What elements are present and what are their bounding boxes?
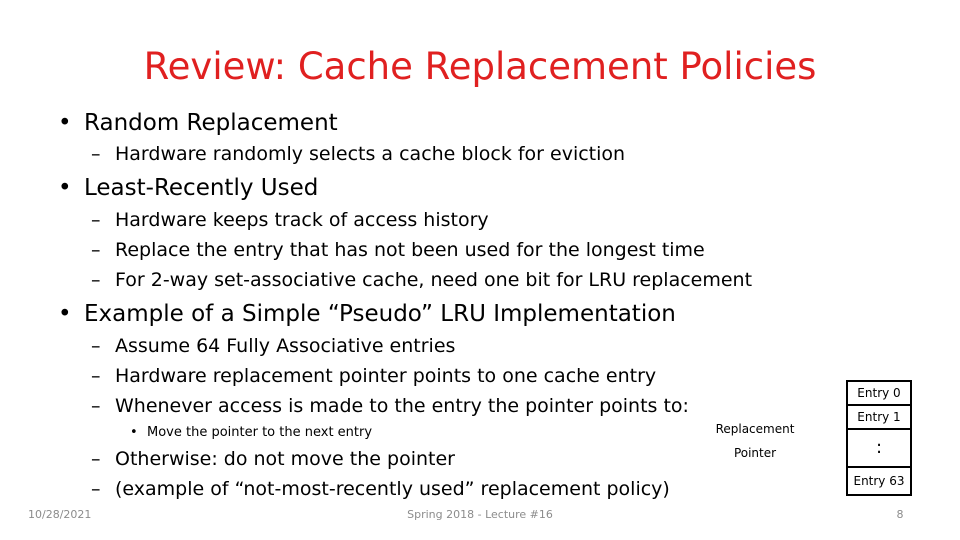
dash-glyph: – bbox=[91, 448, 101, 470]
footer-date: 10/28/2021 bbox=[28, 508, 92, 521]
sub-lru-3-text: For 2-way set-associative cache, need one bit for LRU replacement bbox=[115, 269, 753, 291]
sub-pseudo-4-text: Otherwise: do not move the pointer bbox=[115, 448, 455, 470]
sub-pseudo-1-text: Assume 64 Fully Associative entries bbox=[115, 335, 456, 357]
cache-entry-63: Entry 63 bbox=[846, 466, 912, 496]
bullet-lru-text: Least-Recently Used bbox=[84, 175, 319, 201]
sub-lru-2-text: Replace the entry that has not been used for the longest time bbox=[115, 239, 705, 261]
dash-glyph: – bbox=[91, 395, 101, 417]
dash-glyph: – bbox=[91, 365, 101, 387]
sub-sub-pseudo-1-text: Move the pointer to the next entry bbox=[147, 425, 373, 440]
footer-page-number: 8 bbox=[896, 508, 904, 521]
small-bullet-glyph: • bbox=[130, 425, 138, 440]
replacement-pointer-label-line1: Replacement bbox=[715, 422, 795, 436]
page-title: Review: Cache Replacement Policies bbox=[143, 45, 817, 88]
replacement-pointer-label-line2: Pointer bbox=[733, 446, 777, 460]
sub-pseudo-5-text: (example of “not-most-recently used” replacement policy) bbox=[115, 478, 670, 500]
sub-lru-1-text: Hardware keeps track of access history bbox=[115, 209, 489, 231]
dash-glyph: – bbox=[91, 143, 101, 165]
bullet-random-text: Random Replacement bbox=[84, 110, 338, 136]
dash-glyph: – bbox=[91, 335, 101, 357]
dash-glyph: – bbox=[91, 209, 101, 231]
dash-glyph: – bbox=[91, 478, 101, 500]
dash-glyph: – bbox=[91, 239, 101, 261]
bullet-glyph: • bbox=[58, 301, 72, 327]
cache-entry-ellipsis: : bbox=[846, 428, 912, 468]
cache-entry-1: Entry 1 bbox=[846, 404, 912, 430]
bullet-glyph: • bbox=[58, 110, 72, 136]
bullet-pseudo-lru-text: Example of a Simple “Pseudo” LRU Implementation bbox=[84, 301, 676, 327]
sub-random-1-text: Hardware randomly selects a cache block for eviction bbox=[115, 143, 626, 165]
dash-glyph: – bbox=[91, 269, 101, 291]
footer-lecture: Spring 2018 - Lecture #16 bbox=[407, 508, 553, 521]
cache-entry-0: Entry 0 bbox=[846, 380, 912, 406]
sub-pseudo-2-text: Hardware replacement pointer points to one cache entry bbox=[115, 365, 657, 387]
sub-pseudo-3-text: Whenever access is made to the entry the pointer points to: bbox=[115, 395, 689, 417]
bullet-glyph: • bbox=[58, 175, 72, 201]
